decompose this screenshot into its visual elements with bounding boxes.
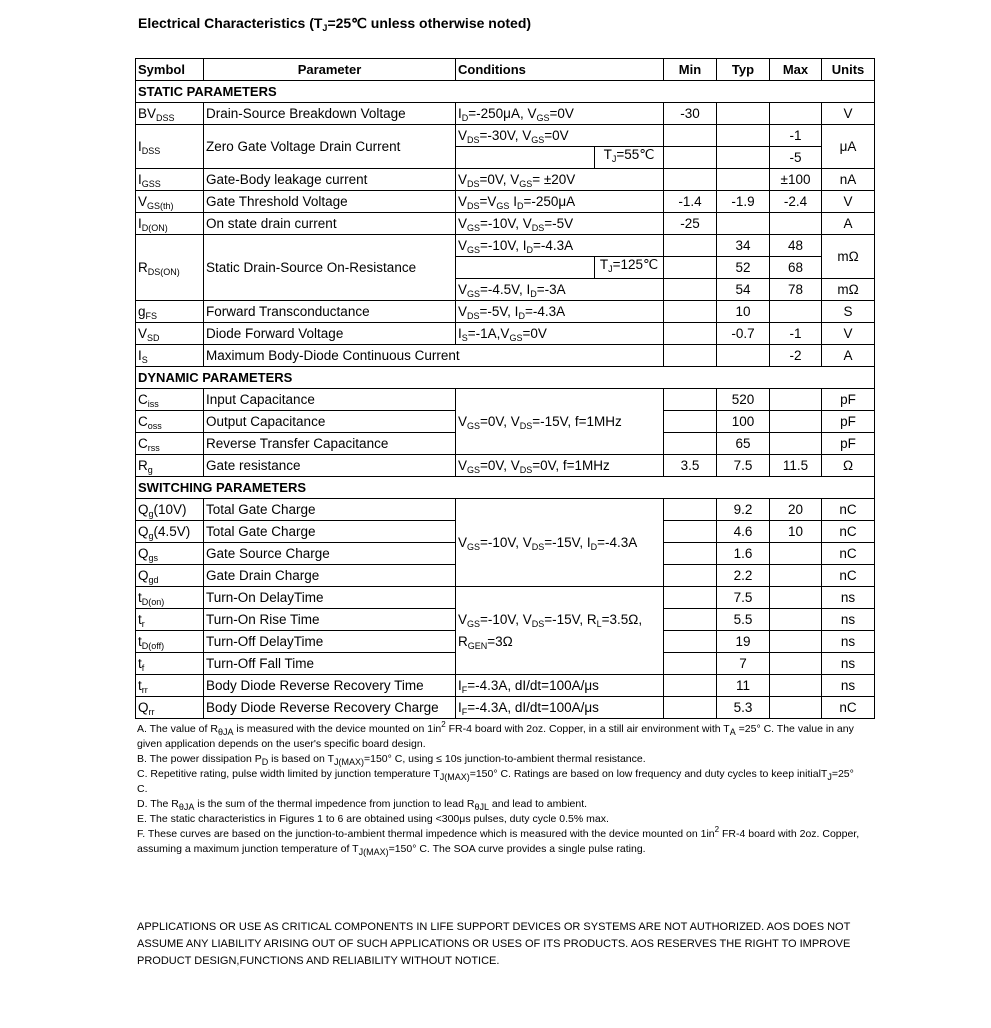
parameter-cell: Gate Threshold Voltage: [204, 191, 456, 213]
unit-cell: mΩ: [822, 279, 875, 301]
parameter-cell: Static Drain-Source On-Resistance: [204, 235, 456, 301]
table-row: [136, 323, 875, 345]
conditions-cell: $I_F=-4.3A$, dI/dt=100A/μs: [456, 697, 664, 719]
conditions-cell: $V_{GS}=-10V$, $V_{DS}=-15V$, $I_D=-4.3A$: [456, 499, 664, 587]
conditions-cell: [456, 257, 664, 279]
symbol-cell: $g_{FS}$: [136, 301, 204, 323]
parameter-cell: Input Capacitance: [204, 389, 456, 411]
header-typ: Typ: [717, 59, 770, 81]
min-cell: [664, 323, 717, 345]
unit-cell: ns: [822, 609, 875, 631]
table-row: [136, 125, 875, 147]
parameter-cell: Forward Transconductance: [204, 301, 456, 323]
footnote-a: A. The value of $R_{\theta JA}$ is measured with the device mounted on $1in^2$ FR-4 board with 2oz. Copper, in a still air environment with $T_A =25^\circ$ C. The value in any given application depends on the user's specific board design.: [137, 720, 854, 750]
unit-cell: nA: [822, 169, 875, 191]
typ-cell: 4.6: [717, 521, 770, 543]
conditions-cell: $V_{GS}=-10V$, $V_{DS}=-15V$, $R_L=3.5\Omega$, $R_{GEN}=3\Omega$: [456, 587, 664, 675]
unit-cell: A: [822, 213, 875, 235]
parameter-cell: On state drain current: [204, 213, 456, 235]
symbol-cell: $V_{GS(th)}$: [136, 191, 204, 213]
conditions-cell: $I_S=-1A,V_{GS}=0V$: [456, 323, 664, 345]
header-symbol: Symbol: [136, 59, 204, 81]
unit-cell: nC: [822, 697, 875, 719]
unit-cell: S: [822, 301, 875, 323]
symbol-cell: $R_{DS(ON)}$: [136, 235, 204, 301]
parameter-cell: Diode Forward Voltage: [204, 323, 456, 345]
footnote-c: C. Repetitive rating, pulse width limited by junction temperature $T_{J(MAX)}=150^\circ$ C. Ratings are based on low frequency and duty cycles to keep initialT$_J$=25° C.: [137, 768, 854, 795]
symbol-cell: $I_{D(ON)}$: [136, 213, 204, 235]
disclaimer: APPLICATIONS OR USE AS CRITICAL COMPONENTS IN LIFE SUPPORT DEVICES OR SYSTEMS ARE NOT AUTHORIZED. AOS DOES NOT ASSUME ANY LIABILITY ARISING OUT OF SUCH APPLICATIONS OR USES OF ITS PRODUCTS. AOS RESERVES THE RIGHT TO IMPROVE PRODUCT DESIGN,FUNCTIONS AND RELIABILITY WITHOUT NOTICE.: [137, 921, 851, 967]
table-row: [136, 499, 875, 521]
max-cell: -2: [770, 345, 822, 367]
table-row: [136, 345, 875, 367]
min-cell: [664, 609, 717, 631]
header-max: Max: [770, 59, 822, 81]
max-cell: [770, 213, 822, 235]
min-cell: [664, 411, 717, 433]
parameter-cell: Body Diode Reverse Recovery Charge: [204, 697, 456, 719]
typ-cell: 5.3: [717, 697, 770, 719]
symbol-cell: $Q_{gd}$: [136, 565, 204, 587]
parameter-cell: Turn-On Rise Time: [204, 609, 456, 631]
table-row: [136, 587, 875, 609]
parameter-cell: Reverse Transfer Capacitance: [204, 433, 456, 455]
max-cell: 10: [770, 521, 822, 543]
section-dynamic: DYNAMIC PARAMETERS: [136, 367, 875, 389]
unit-cell: nC: [822, 521, 875, 543]
min-cell: [664, 389, 717, 411]
min-cell: [664, 697, 717, 719]
symbol-cell: $V_{SD}$: [136, 323, 204, 345]
conditions-cell: $V_{GS}=-10V$, $V_{DS}=-5V$: [456, 213, 664, 235]
table-row: [136, 103, 875, 125]
min-cell: [664, 433, 717, 455]
page-title: Electrical Characteristics ($T_J=25℃$ unless otherwise noted): [138, 15, 532, 33]
symbol-cell: $t_r$: [136, 609, 204, 631]
typ-cell: 11: [717, 675, 770, 697]
min-cell: -1.4: [664, 191, 717, 213]
symbol-cell: $BV_{DSS}$: [136, 103, 204, 125]
unit-cell: Ω: [822, 455, 875, 477]
min-cell: [664, 257, 717, 279]
header-parameter: Parameter: [204, 59, 456, 81]
typ-cell: [717, 103, 770, 125]
max-cell: [770, 103, 822, 125]
parameter-cell: Gate resistance: [204, 455, 456, 477]
typ-cell: 7: [717, 653, 770, 675]
unit-cell: pF: [822, 389, 875, 411]
unit-cell: nC: [822, 499, 875, 521]
min-cell: [664, 169, 717, 191]
electrical-characteristics-table: [135, 58, 875, 719]
typ-cell: [717, 345, 770, 367]
symbol-cell: $t_{rr}$: [136, 675, 204, 697]
symbol-cell: $Q_g(10V)$: [136, 499, 204, 521]
tj-condition: $T_J=125℃$: [594, 257, 663, 278]
table-row: [136, 389, 875, 411]
max-cell: [770, 301, 822, 323]
table-row: [136, 455, 875, 477]
symbol-cell: $t_f$: [136, 653, 204, 675]
header-conditions: Conditions: [456, 59, 664, 81]
symbol-cell: $I_{GSS}$: [136, 169, 204, 191]
min-cell: [664, 235, 717, 257]
unit-cell: ns: [822, 587, 875, 609]
typ-cell: 520: [717, 389, 770, 411]
symbol-cell: $Q_{rr}$: [136, 697, 204, 719]
typ-cell: -0.7: [717, 323, 770, 345]
typ-cell: 5.5: [717, 609, 770, 631]
footnote-f: F. These curves are based on the junction-to-ambient thermal impedence which is measured with the device mounted on $1in^2$ FR-4 board with 2oz. Copper, assuming a maximum junction temperature of $T_{J(MAX)}=150^\circ$ C. The SOA curve provides a single pulse rating.: [137, 825, 860, 857]
min-cell: [664, 565, 717, 587]
max-cell: -1: [770, 323, 822, 345]
unit-cell: μA: [822, 125, 875, 169]
max-cell: ±100: [770, 169, 822, 191]
max-cell: [770, 697, 822, 719]
max-cell: [770, 587, 822, 609]
parameter-cell: Total Gate Charge: [204, 499, 456, 521]
footnote-d: D. The $R_{\theta JA}$ is the sum of the thermal impedence from junction to lead $R_{\theta JL}$ and lead to ambient.: [137, 798, 588, 812]
typ-cell: 7.5: [717, 455, 770, 477]
unit-cell: ns: [822, 653, 875, 675]
conditions-cell: $V_{GS}=-4.5V$, $I_D=-3A$: [456, 279, 664, 301]
conditions-cell: $V_{DS}=-30V$, $V_{GS}=0V$: [456, 125, 664, 147]
section-static: STATIC PARAMETERS: [136, 81, 875, 103]
typ-cell: [717, 125, 770, 147]
typ-cell: 100: [717, 411, 770, 433]
min-cell: [664, 543, 717, 565]
unit-cell: pF: [822, 411, 875, 433]
typ-cell: 10: [717, 301, 770, 323]
min-cell: [664, 521, 717, 543]
max-cell: [770, 389, 822, 411]
max-cell: 48: [770, 235, 822, 257]
symbol-cell: $C_{oss}$: [136, 411, 204, 433]
typ-cell: 9.2: [717, 499, 770, 521]
symbol-cell: $Q_{gs}$: [136, 543, 204, 565]
max-cell: [770, 631, 822, 653]
unit-cell: V: [822, 191, 875, 213]
max-cell: [770, 433, 822, 455]
symbol-cell: $R_g$: [136, 455, 204, 477]
header-min: Min: [664, 59, 717, 81]
max-cell: [770, 543, 822, 565]
parameter-cell: Body Diode Reverse Recovery Time: [204, 675, 456, 697]
conditions-cell: $V_{DS}=-5V$, $I_D=-4.3A$: [456, 301, 664, 323]
conditions-cell: $V_{GS}=0V$, $V_{DS}=0V$, f=1MHz: [456, 455, 664, 477]
min-cell: [664, 631, 717, 653]
symbol-cell: $C_{iss}$: [136, 389, 204, 411]
parameter-cell: Turn-Off DelayTime: [204, 631, 456, 653]
symbol-cell: $C_{rss}$: [136, 433, 204, 455]
symbol-cell: $t_{D(off)}$: [136, 631, 204, 653]
min-cell: [664, 301, 717, 323]
typ-cell: [717, 213, 770, 235]
typ-cell: [717, 147, 770, 169]
max-cell: -2.4: [770, 191, 822, 213]
min-cell: -30: [664, 103, 717, 125]
conditions-cell: [456, 147, 664, 169]
min-cell: [664, 653, 717, 675]
tj-condition: $T_J=55℃$: [594, 147, 663, 168]
symbol-cell: $I_{DSS}$: [136, 125, 204, 169]
unit-cell: ns: [822, 631, 875, 653]
unit-cell: V: [822, 323, 875, 345]
max-cell: 11.5: [770, 455, 822, 477]
max-cell: -5: [770, 147, 822, 169]
parameter-cell: Drain-Source Breakdown Voltage: [204, 103, 456, 125]
min-cell: [664, 499, 717, 521]
symbol-cell: $I_S$: [136, 345, 204, 367]
conditions-cell: $V_{GS}=-10V$, $I_D=-4.3A$: [456, 235, 664, 257]
unit-cell: A: [822, 345, 875, 367]
symbol-cell: $t_{D(on)}$: [136, 587, 204, 609]
footnotes: [137, 722, 862, 857]
unit-cell: V: [822, 103, 875, 125]
table-row: [136, 675, 875, 697]
table-row: [136, 697, 875, 719]
min-cell: [664, 279, 717, 301]
typ-cell: 2.2: [717, 565, 770, 587]
table-row: [136, 191, 875, 213]
footnote-e: E. The static characteristics in Figures 1 to 6 are obtained using <300μs pulses, duty cycle 0.5% max.: [137, 813, 609, 825]
min-cell: [664, 587, 717, 609]
max-cell: 20: [770, 499, 822, 521]
max-cell: 68: [770, 257, 822, 279]
parameter-cell: Output Capacitance: [204, 411, 456, 433]
typ-cell: 54: [717, 279, 770, 301]
header-units: Units: [822, 59, 875, 81]
max-cell: 78: [770, 279, 822, 301]
parameter-cell: Zero Gate Voltage Drain Current: [204, 125, 456, 169]
min-cell: [664, 125, 717, 147]
parameter-cell: Turn-On DelayTime: [204, 587, 456, 609]
conditions-cell: $V_{GS}=0V$, $V_{DS}=-15V$, f=1MHz: [456, 389, 664, 455]
parameter-cell: Turn-Off Fall Time: [204, 653, 456, 675]
typ-cell: 19: [717, 631, 770, 653]
table-row: [136, 213, 875, 235]
footnote-b: B. The power dissipation $P_D$ is based on $T_{J(MAX)}=150^\circ$ C, using ≤ 10s junction-to-ambient thermal resistance.: [137, 753, 646, 767]
parameter-cell: Maximum Body-Diode Continuous Current: [204, 345, 664, 367]
max-cell: [770, 675, 822, 697]
conditions-cell: $V_{DS}=V_{GS}$ $I_D=-250\mu A$: [456, 191, 664, 213]
typ-cell: 1.6: [717, 543, 770, 565]
min-cell: 3.5: [664, 455, 717, 477]
parameter-cell: Total Gate Charge: [204, 521, 456, 543]
max-cell: [770, 609, 822, 631]
conditions-cell: $V_{DS}=0V$, $V_{GS}= \pm 20V$: [456, 169, 664, 191]
min-cell: [664, 147, 717, 169]
typ-cell: 52: [717, 257, 770, 279]
typ-cell: 7.5: [717, 587, 770, 609]
typ-cell: -1.9: [717, 191, 770, 213]
unit-cell: ns: [822, 675, 875, 697]
typ-cell: [717, 169, 770, 191]
table-row: [136, 301, 875, 323]
unit-cell: nC: [822, 565, 875, 587]
min-cell: [664, 345, 717, 367]
max-cell: [770, 565, 822, 587]
min-cell: [664, 675, 717, 697]
unit-cell: pF: [822, 433, 875, 455]
typ-cell: 34: [717, 235, 770, 257]
conditions-cell: $I_F=-4.3A$, dI/dt=100A/μs: [456, 675, 664, 697]
section-switching: SWITCHING PARAMETERS: [136, 477, 875, 499]
max-cell: [770, 653, 822, 675]
conditions-cell: $I_D=-250\mu A$, $V_{GS}=0V$: [456, 103, 664, 125]
symbol-cell: $Q_g(4.5V)$: [136, 521, 204, 543]
parameter-cell: Gate-Body leakage current: [204, 169, 456, 191]
header-row: [136, 59, 875, 81]
max-cell: -1: [770, 125, 822, 147]
max-cell: [770, 411, 822, 433]
parameter-cell: Gate Source Charge: [204, 543, 456, 565]
unit-cell: nC: [822, 543, 875, 565]
typ-cell: 65: [717, 433, 770, 455]
table-row: [136, 235, 875, 257]
parameter-cell: Gate Drain Charge: [204, 565, 456, 587]
min-cell: -25: [664, 213, 717, 235]
table-row: [136, 169, 875, 191]
unit-cell: mΩ: [822, 235, 875, 279]
